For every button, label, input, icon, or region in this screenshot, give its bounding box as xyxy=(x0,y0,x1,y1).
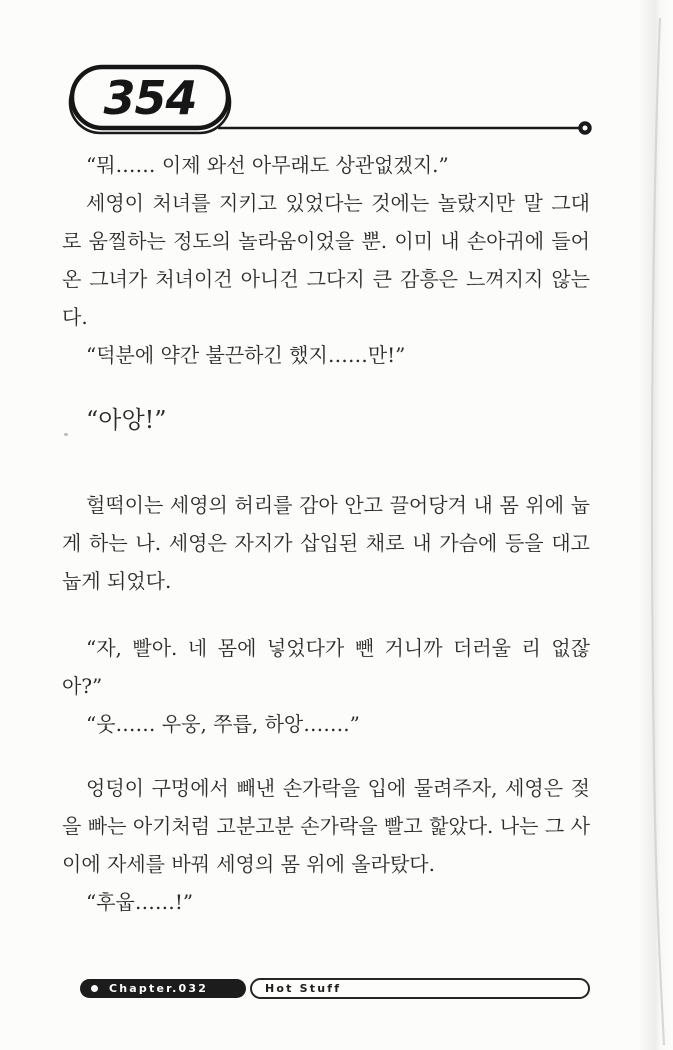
chapter-label: Chapter.032 xyxy=(109,982,209,995)
page-header xyxy=(58,56,603,148)
dialogue-paragraph: “후웁……!” xyxy=(86,890,194,914)
header-rule-end-ring-icon xyxy=(580,123,589,132)
scan-edge-line xyxy=(639,0,673,1050)
dialogue-paragraph: “뭐…… 이제 와선 아무래도 상관없겠지.” xyxy=(86,153,449,177)
page-number: 354 xyxy=(103,71,197,125)
narration-paragraph: 세영이 처녀를 지키고 있었다는 것에는 놀랐지만 말 그대로 움찔하는 정도의 놀라움이었을 뿐. 이미 내 손아귀에 들어온 그녀가 처녀이건 아니건 그다지 큰 감흥은 느껴지지 않는다. xyxy=(62,191,590,329)
scan-speck xyxy=(64,433,68,436)
dialogue-paragraph: “웃…… 우웅, 쭈릅, 하앙…….” xyxy=(86,712,360,736)
chapter-pill xyxy=(80,979,246,998)
series-title-pill xyxy=(250,978,590,999)
page-footer xyxy=(0,975,673,1005)
body-text xyxy=(62,146,590,921)
dialogue-paragraph: “자, 빨아. 네 몸에 넣었다가 뺀 거니까 더러울 리 없잖아?” xyxy=(62,636,590,698)
series-title: Hot Stuff xyxy=(265,982,342,995)
scan-edge-shadow xyxy=(639,0,673,1050)
dialogue-paragraph: “덕분에 약간 불끈하긴 했지……만!” xyxy=(86,343,406,367)
chapter-bullet-icon xyxy=(91,985,98,992)
dialogue-exclaim-paragraph: “아앙!” xyxy=(86,406,167,434)
narration-paragraph: 헐떡이는 세영의 허리를 감아 안고 끌어당겨 내 몸 위에 눕게 하는 나. 세영은 자지가 삽입된 채로 내 가슴에 등을 대고 눕게 되었다. xyxy=(62,493,590,593)
narration-paragraph: 엉덩이 구멍에서 빼낸 손가락을 입에 물려주자, 세영은 젖을 빠는 아기처럼 고분고분 손가락을 빨고 핥았다. 나는 그 사이에 자세를 바꿔 세영의 몸 위에 올라탔다. xyxy=(62,776,590,876)
